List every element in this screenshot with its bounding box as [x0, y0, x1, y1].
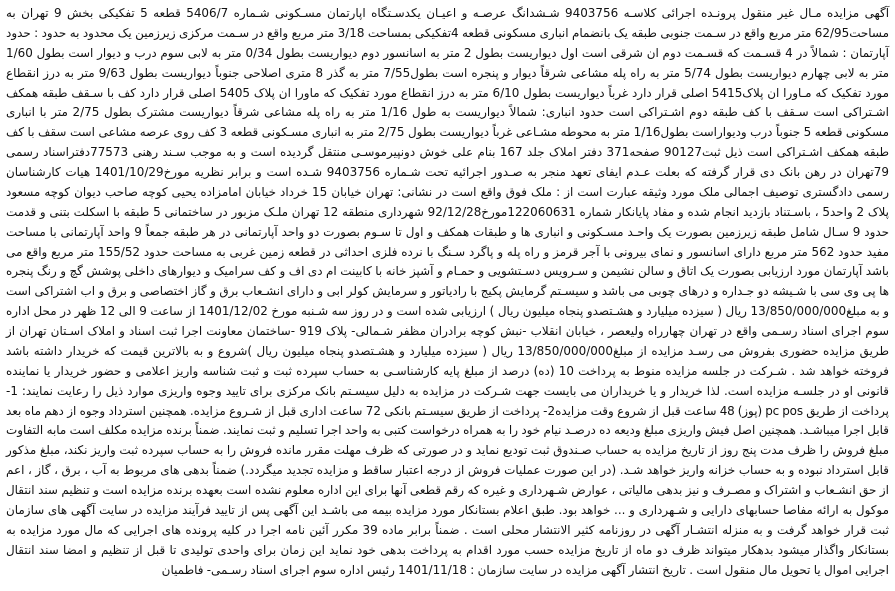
auction-notice-text	[6, 4, 889, 580]
auction-notice-body: آگهی مزایده مـال غیر منقول پرونـده اجرائی کلاسـه 9403756 شـشدانگ عرصـه و اعیـان یکدسـتگاه اپارتمان مسـکونی شـماره 5406/7 قطعه 5 تفکیکی بخش 9 تهران به مساحت62/95 متر مربع واقع در سـمت جنوبی طبقه یک بانضمام انباری مسکونی قطعه 4تفکیکی بمساحت 3/18 متر مربع واقع در سـمت مرکزی زیرزمین یک محدود به حدود : حدود آپارتمان : شمالاً در 4 قسـمت که قسـمت دوم ان شرقی است اول دیواریست بطول 2 متر به اسانسور دوم دیواریست بطول 0/34 متر به لابی سوم درب و دیوار است بطول 1/60 متر به لابی چهارم دیواریست بطول 5/74 متر به راه پله مشاعی شرقاً دیوار و پنجره است بطول7/55 متر به گذر 8 متری اصلاحی جنوباً دیواریست بطول 9/63 متر به درز انقطاع مورد تفکیک که مـاورا ان پلاک5415 اصلی قرار دارد غرباً دیواریست بطول 6/10 متر به درز انقطاع مورد تفکیک که ماورا ان پلاک 5405 اصلی قرار دارد کف با سـقف طبقه همکف اشـتراکی است سـقف با کف طبقه دوم اشـتراکی است حدود انباری: شمالاً دیواریست به طول 1/16 متر به راه پله مشاعی شرقاً دیواریست مشترک بطول 2/75 متر با انباری مسکونی قطعه 5 جنوباً درب ودیواراست بطول1/16 متر به محوطه مشـاعی غرباً دیواریست بطول 2/75 متر به انباری مسـکونی قطعه 3 کف روی عرصه مشاعی است سقف با کف طبقه همکف اشـتراکی است ذیل ثبت90127 صفحه371 دفتر املاک جلد 167 بنام علی خوش دونپیرموسـی منتقل گردیده است و به موجب سـند رهنی 77573دفتراسناد رسمی 79تهران در رهن بانک دی قرار گرفته که بعلت عـدم ایفای تعهد منجر به صـدور اجرائیه تحت شـماره 9403756 شـده است و برابر نظریه مورخ1401/10/29 هیات کارشناسان رسمی دادگستری توصیف اجمالی ملک مورد وثیقه عبارت است از : ملک فوق واقع است در نشانی: تهران خیابان 15 خرداد خیابان امامزاده یحیی کوچه صاحب دیوان کوچه مسعود پلاک 2 واحد5 ، باسـتناد بازدید انجام شده و مفاد پایانکار شماره 122060631مورخ92/12/28 شهرداری منطقه 12 تهران ملـک مزبور در ساختمانی 5 طبقه با اسکلت بتنی و قدمت حدود 9 سـال شامل طبقه زیرزمین بصورت یک واحـد مسـکونی و انباری ها و طبقات همکف و اول تا سـوم بصورت دو واحد آپارتمانی در هر طبقه جمعاً 9 واحد آپارتمانی با مساحت مفید حدود 562 متر مربع دارای اسانسور و نمای بیرونی با آجر قرمز و راه پله و پاگرد سـنگ با نرده فلزی احداثی در قطعه زمین غربی به مساحت حدود 155/52 متر مربع واقع می باشد آپارتمان مورد ارزیابی بصورت یک اتاق و سالن نشیمن و سـرویس دسـتشویی و حمـام و آشپز خانه با کابینت ام دی اف و کف سرامیک و دیوارهای داخلی پوشش گچ و رنگ پنجره ها پی وی سی با شـیشه دو جـداره و درهای چوبی می باشد و سیسـتم گرمایش پکیج با رادیاتور و سرمایش کولر ابی و دارای انشـعاب برق و گاز اختصاصی و برق و اب اشتراکی است و به مبلغ13/850/000/000 ریال ( سیزده میلیارد و هشـتصدو پنجاه میلیون ریال ) ارزیابی شده است و در روز سه شـنبه مورخ 1401/12/02 از ساعت 9 الی 12 ظهر در محل اداره سوم اجرای اسناد رسـمی واقع در تهران چهارراه ولیعصر ، خیابان انقلاب -نبش کوچه برادران مظفر شـمالی- پلاک 919 -ساختمان معاونت اجرا ثبت اسناد و املاک اسـتان تهران از طریق مزایده حضوری بفروش می رسـد مزایده از مبلغ13/850/000/000 ریال ( سیزده میلیارد و هشـتصدو پنجاه میلیون ریال )شروع و به بالاترین قیمت که خریدار داشته باشد فروخته خواهد شد . شـرکت در جلسه مزایده منوط به پرداخت 10 (ده) درصد از مبلغ پایه کارشناسـی به حساب سپرده ثبت و ثبت شناسه واریز اعلامی و حضور خریدار یا نماینده قانونی او در جلسـه مزایده است. لذا خریدار و یا خریداران می بایست جهت شـرکت در مزایده به دلیل سیسـتم بانک مرکزی برای تایید وجوه واریزی موارد ذیل را رعایت نمایند: 1- پرداخت از طریق pc pos (پوز) 48 ساعت قبل از شروع وقت مزایده2- پرداخت از طریق سیسـتم بانکی 72 ساعت اداری قبل از شـروع مزایده. همچنین استرداد وجوه از دهم ماه بعد قابل اجرا میباشـد. همچنین اصل فیش واریزی مبلغ ودیعه ده درصـد نیام خود را به همراه درخواست کتبی به واحد اجرا تسلیم و ثبت نمایند. ضمناً برنده مزایده مکلف است مابه التفاوت مبلغ فروش را ظرف مدت پنج روز از تاریخ مزایده به حساب صـندوق ثبت تودیع نماید و در صورتی که ظرف مهلت مقرر مانده فروش را به حساب سپرده ثبت واریز نکند، مبلغ مذکور قابل استرداد نبوده و به حساب خزانه واریز خواهد شـد. (در این صورت عملیات فروش از درجه اعتبار ساقط و مزایده تجدید میگردد.) ضمناً بدهی های مربوط به آب ، برق ، گاز ، اعم از حق انشـعاب و اشتراک و مصـرف و نیز بدهی مالیاتی ، عوارض شـهرداری و غیره که رقم قطعی آنها برای این اداره معلوم نشده است بعهده برنده مزایده است و تنظیم سند انتقال موکول به ارائه مفاصا حسابهای دارایی و شـهرداری و ... خواهد بود. طبق اعلام بستانکار مورد مزایده بیمه می باشـد این آگهی پس از تایید فرآیند مزایده در سایت آگهی های سازمان ثبت قرار خواهد گرفت و به منزله انتشـار آگهی در روزنامه کثیر الانتشار محلی است . ضمناً برابر ماده 39 مکرر آئین نامه اجرا در کلیه پرونده های اجرایی که مال مورد مزایده به بستانکار واگذار میشود بدهکار میتواند ظرف دو ماه از تاریخ مزایده حسب مورد اقدام به پرداخت بدهی خود نماید این زمان برای واحدی تولیدی تا قبل از تنظیم و امضا سند انتقال اجرایی اموال یا تحویل مال منقول است . تاریخ انتشار آگهی مزایده در سایت سازمان : 1401/11/18 رئیس اداره سوم اجرای اسناد رسـمی- فاطمیان	[6, 6, 890, 577]
